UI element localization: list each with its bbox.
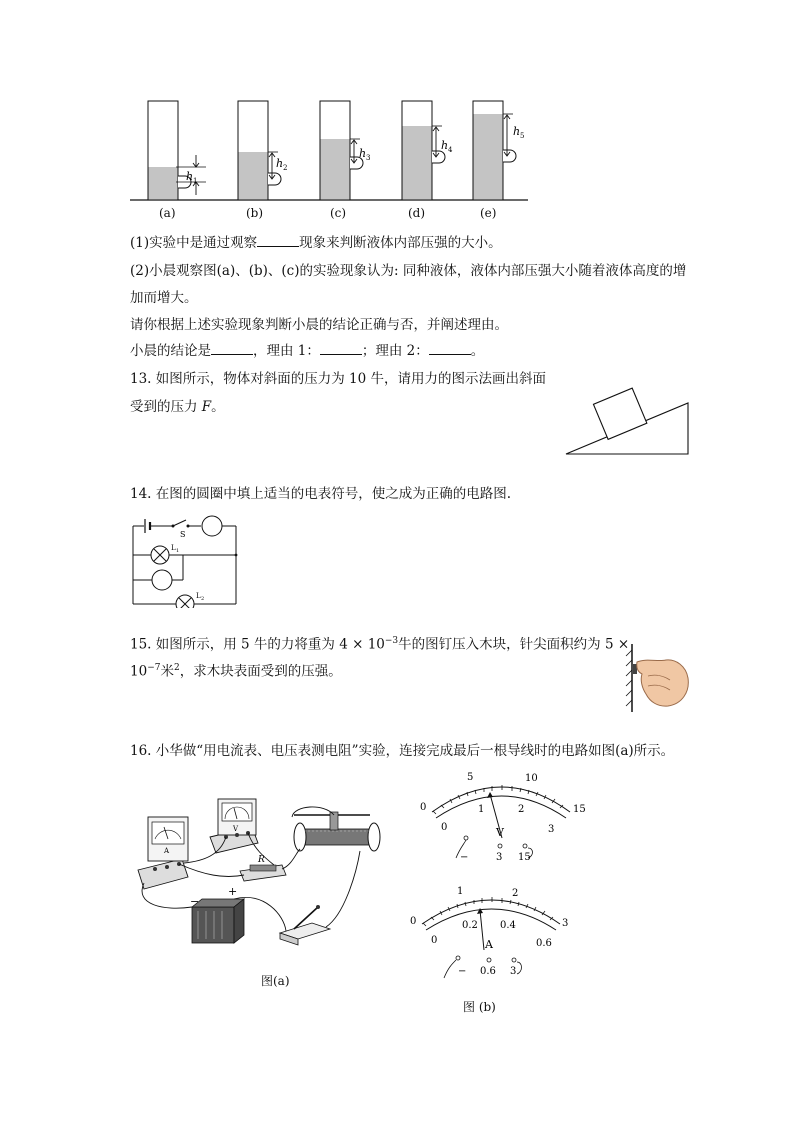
scale-label: 2 (518, 804, 525, 815)
scale-label: 0 (410, 916, 417, 927)
ammeter-dial (400, 880, 590, 985)
fig-a-caption: 图(a) (261, 974, 290, 988)
wire (179, 864, 244, 877)
q13-line1: 13. 如图所示，物体对斜面的压力为 10 牛，请用力的图示法画出斜面 (130, 371, 547, 387)
svg-text:L: L (171, 544, 176, 552)
scale-label: 10 (525, 773, 538, 784)
svg-text:1: 1 (176, 548, 180, 554)
scale-label: 0.2 (462, 920, 478, 931)
q15-line1 (130, 632, 629, 654)
q15-line1-text-b: 牛的图钉压入木块，针尖面积约为 5 × (398, 636, 630, 653)
q12-line1-text-a: (1)实验中是通过观察 (130, 235, 258, 251)
svg-text:A: A (164, 847, 170, 855)
circuit-apparatus-figure (134, 795, 394, 955)
scale-label: 0 (441, 822, 448, 833)
force-variable: F (201, 399, 212, 415)
svg-text:4: 4 (448, 146, 453, 154)
svg-text:h: h (186, 170, 194, 183)
terminal-label: 3 (510, 966, 517, 977)
needle (480, 910, 484, 950)
wire (282, 849, 300, 869)
exponent: −3 (384, 636, 399, 646)
q15-line2-text-b: 米 (160, 663, 174, 680)
svg-text:3: 3 (366, 154, 371, 162)
ammeter-device (138, 817, 188, 889)
q13-line2-text-a: 受到的压力 (130, 399, 202, 415)
meter-circle-middle (152, 570, 172, 590)
svg-text:2: 2 (283, 164, 288, 172)
q15-line2-text-c: ，求木块表面受到的压强。 (179, 663, 342, 680)
thumb-pin-figure (624, 640, 696, 716)
q15-line2-text-a: 10 (130, 663, 148, 680)
q12-line5 (130, 342, 484, 360)
caption-e: (e) (480, 206, 497, 220)
scale-label: 0 (420, 802, 427, 813)
svg-text:V: V (233, 825, 239, 833)
voltmeter-dial (410, 768, 600, 868)
meter-symbol: V (496, 826, 504, 839)
svg-text:2: 2 (201, 596, 205, 602)
hand (637, 660, 689, 706)
caption-d: (d) (408, 206, 426, 220)
resistor-device (240, 855, 286, 881)
q12-line5-text-b: ，理由 1： (253, 343, 320, 359)
q12-line4: 请你根据上述实验现象判断小晨的结论正确与否，并阐述理由。 (130, 317, 508, 333)
answer-blank[interactable] (211, 342, 253, 355)
switch-blade (173, 520, 186, 526)
svg-text:5: 5 (520, 132, 525, 140)
svg-text:h: h (359, 147, 367, 160)
svg-text:1: 1 (193, 177, 198, 185)
scale-label: 1 (457, 886, 464, 897)
tube-c (320, 101, 370, 200)
q13-line2 (130, 398, 225, 416)
battery-device (190, 885, 244, 943)
q12-line5-text-c: ；理由 2： (361, 343, 429, 359)
scale-label: 5 (467, 772, 474, 783)
tube-d (402, 101, 453, 200)
q12-line1 (130, 234, 502, 252)
lamp-l2 (176, 595, 194, 608)
q16-line1: 16. 小华做“用电流表、电压表测电阻”实验，连接完成最后一根导线时的电路如图(a)所示。 (130, 743, 675, 759)
tube-e (473, 101, 524, 200)
q12-line1-text-b: 现象来判断液体内部压强的大小。 (299, 235, 502, 251)
svg-text:L: L (196, 592, 201, 600)
scale-label: 0 (431, 935, 438, 946)
q15-line1-text-a: 15. 如图所示，用 5 牛的力将重为 4 × 10 (130, 636, 385, 653)
meter-circle-top (202, 516, 222, 536)
svg-text:+: + (228, 885, 238, 898)
terminal-label: 0.6 (480, 966, 496, 977)
scale-label: 2 (512, 888, 519, 899)
svg-text:h: h (513, 125, 521, 138)
voltmeter-device (210, 799, 258, 853)
svg-text:S: S (180, 530, 186, 539)
answer-blank[interactable] (429, 342, 471, 355)
circuit-diagram (128, 512, 243, 608)
terminal-label: 15 (518, 852, 531, 863)
rheostat-device (294, 812, 380, 851)
meter-symbol: A (485, 938, 493, 951)
answer-blank[interactable] (320, 342, 362, 355)
wire (326, 851, 360, 927)
fig-b-caption: 图 (b) (463, 1000, 496, 1014)
switch-device (280, 905, 330, 945)
terminal-label: 3 (496, 852, 503, 863)
terminal-label: − (458, 966, 467, 977)
caption-b: (b) (246, 206, 264, 220)
scale-label: 0.4 (500, 920, 516, 931)
incline-figure (563, 378, 693, 458)
svg-text:−: − (190, 895, 200, 908)
q12-line2: (2)小晨观察图(a)、(b)、(c)的实验现象认为: 同种液体，液体内部压强大小随着液体高度的增 (130, 263, 687, 279)
q15-line2 (130, 659, 342, 681)
scale-label: 3 (562, 918, 569, 929)
tube-a (148, 101, 206, 200)
exponent: 2 (173, 663, 180, 673)
scale-label: 15 (573, 804, 586, 815)
terminal-label: − (460, 852, 469, 863)
caption-a: (a) (159, 206, 176, 220)
q12-line5-text-d: 。 (470, 343, 485, 359)
q13-line2-text-b: 。 (211, 399, 225, 415)
scale-label: 0.6 (536, 938, 552, 949)
q12-line3: 加而增大。 (130, 290, 198, 306)
caption-c: (c) (330, 206, 347, 220)
q14-line1: 14. 在图的圆圈中填上适当的电表符号，使之成为正确的电路图. (130, 486, 512, 502)
tube-b (238, 101, 287, 200)
q12-line5-text-a: 小晨的结论是 (130, 343, 211, 359)
svg-text:h: h (276, 157, 284, 170)
answer-blank[interactable] (257, 234, 299, 247)
exponent: −7 (147, 663, 161, 673)
svg-text:h: h (441, 139, 449, 152)
scale-label: 1 (478, 804, 485, 815)
resistor-label: R (258, 855, 265, 865)
scale-label: 3 (548, 824, 555, 835)
